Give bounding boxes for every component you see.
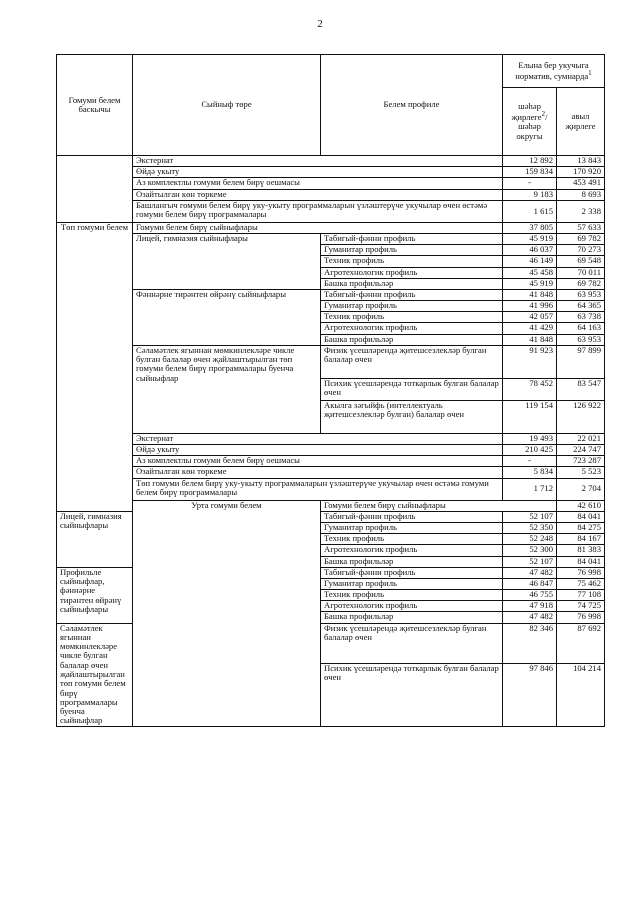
level-cell-empty xyxy=(57,156,133,223)
profile-cell: Психик үсешләрендә тоткарлык булган балалар өчен xyxy=(321,378,503,400)
urban-value: 45 919 xyxy=(503,278,557,289)
urban-value: 47 482 xyxy=(503,567,557,578)
rural-value: 75 462 xyxy=(557,578,605,589)
rural-value: 84 041 xyxy=(557,556,605,567)
urban-value: 52 350 xyxy=(503,522,557,533)
profile-cell: Агротехнологик профиль xyxy=(321,323,503,334)
rural-value: 69 782 xyxy=(557,233,605,244)
urban-value: 210 425 xyxy=(503,445,557,456)
urban-value: 41 848 xyxy=(503,289,557,300)
rural-value: 63 953 xyxy=(557,289,605,300)
urban-value: 78 452 xyxy=(503,378,557,400)
class-cell: Аз комплектлы гомуми белем бирү оешмасы xyxy=(133,456,503,467)
urban-value: 1 615 xyxy=(503,200,557,222)
urban-value: 52 248 xyxy=(503,534,557,545)
group-cell: Лицей, гимназия сыйныфлары xyxy=(57,511,133,567)
urban-value: 47 482 xyxy=(503,612,557,623)
urban-value: 46 755 xyxy=(503,590,557,601)
urban-value: 46 037 xyxy=(503,245,557,256)
urban-value: 45 919 xyxy=(503,233,557,244)
urban-value: 46 847 xyxy=(503,578,557,589)
rural-value: 104 214 xyxy=(557,663,605,726)
profile-cell: Агротехнологик профиль xyxy=(321,545,503,556)
rural-value: 69 548 xyxy=(557,256,605,267)
class-cell: Озайтылган көн төркеме xyxy=(133,189,503,200)
table-row xyxy=(57,289,605,300)
urban-value: 41 996 xyxy=(503,301,557,312)
urban-value: 41 848 xyxy=(503,334,557,345)
rural-value: 84 041 xyxy=(557,511,605,522)
header-urban xyxy=(503,88,557,156)
profile-cell: Агротехнологик профиль xyxy=(321,601,503,612)
class-cell: Озайтылган көн төркеме xyxy=(133,467,503,478)
class-cell: Төп гомуми белем бирү уку-укыту программаларын үзләштерүче укучылар өчен өстәмә гомуми белем бирү программалары xyxy=(133,478,503,500)
profile-cell: Техник профиль xyxy=(321,312,503,323)
urban-value: 5 834 xyxy=(503,467,557,478)
urban-value: 45 458 xyxy=(503,267,557,278)
rural-value: 224 747 xyxy=(557,445,605,456)
table-row xyxy=(57,200,605,222)
urban-value: 52 107 xyxy=(503,511,557,522)
profile-cell: Акылга зәгыйфь (интеллектуаль җитешсезлекләр булган) балалар өчен xyxy=(321,400,503,433)
urban-value: 47 918 xyxy=(503,601,557,612)
urban-value: - xyxy=(503,456,557,467)
rural-value: 5 523 xyxy=(557,467,605,478)
rural-value: 70 273 xyxy=(557,245,605,256)
table-row xyxy=(57,233,605,244)
profile-cell: Башка профильләр xyxy=(321,612,503,623)
rural-value: 76 998 xyxy=(557,612,605,623)
profile-cell: Гуманитар профиль xyxy=(321,522,503,533)
header-profile: Белем профиле xyxy=(321,55,503,156)
rural-value: 170 920 xyxy=(557,167,605,178)
urban-value: 9 183 xyxy=(503,189,557,200)
profile-cell: Башка профильләр xyxy=(321,556,503,567)
urban-value: 37 805 xyxy=(503,222,557,233)
class-cell: Гомуми белем бирү сыйныфлары xyxy=(321,500,557,511)
profile-cell: Психик үсешләрендә тоткарлык булган балалар өчен xyxy=(321,663,503,726)
group-cell: Профильле сыйныфлар, фәннәрне тирәнтен өйрәнү сыйныфлары xyxy=(57,567,133,623)
class-cell: Өйдә укыту xyxy=(133,445,503,456)
class-cell: Башлангыч гомуми белем бирү уку-укыту программаларын үзләштерүче укучылар өчен өстәмә гомуми белем бирү программалары xyxy=(133,200,503,222)
rural-value: 63 738 xyxy=(557,312,605,323)
table-row xyxy=(57,345,605,378)
class-cell: Аз комплектлы гомуми белем бирү оешмасы xyxy=(133,178,503,189)
rural-value: 8 693 xyxy=(557,189,605,200)
rural-value: 57 633 xyxy=(557,222,605,233)
profile-cell: Гуманитар профиль xyxy=(321,578,503,589)
table-row xyxy=(57,467,605,478)
profile-cell: Гуманитар профиль xyxy=(321,245,503,256)
rural-value: 63 953 xyxy=(557,334,605,345)
urban-value: 91 923 xyxy=(503,345,557,378)
rural-value: 64 163 xyxy=(557,323,605,334)
rural-value: 2 338 xyxy=(557,200,605,222)
header-normative xyxy=(503,55,605,88)
urban-value: 159 834 xyxy=(503,167,557,178)
table-row xyxy=(57,222,605,233)
urban-value: 52 107 xyxy=(503,556,557,567)
normative-table xyxy=(56,54,605,727)
level-cell-basic: Төп гомуми белем xyxy=(57,222,133,511)
group-cell: Лицей, гимназия сыйныфлары xyxy=(133,233,321,289)
rural-value: 74 725 xyxy=(557,601,605,612)
urban-value: 19 493 xyxy=(503,433,557,444)
rural-value: 2 704 xyxy=(557,478,605,500)
table-row xyxy=(57,478,605,500)
rural-value: 70 011 xyxy=(557,267,605,278)
rural-value: 97 899 xyxy=(557,345,605,378)
urban-value: 46 149 xyxy=(503,256,557,267)
profile-cell: Башка профильләр xyxy=(321,278,503,289)
urban-value: 42 057 xyxy=(503,312,557,323)
profile-cell: Гуманитар профиль xyxy=(321,301,503,312)
table-row xyxy=(57,178,605,189)
rural-value: 22 021 xyxy=(557,433,605,444)
table-row xyxy=(57,445,605,456)
profile-cell: Табигый-фәнни профиль xyxy=(321,289,503,300)
table-row xyxy=(57,167,605,178)
profile-cell: Техник профиль xyxy=(321,534,503,545)
page-number: 2 xyxy=(317,18,323,30)
rural-value: 84 275 xyxy=(557,522,605,533)
header-class-type: Сыйныф төре xyxy=(133,55,321,156)
table-row xyxy=(57,456,605,467)
rural-value: 64 365 xyxy=(557,301,605,312)
rural-value: 69 782 xyxy=(557,278,605,289)
group-cell: Сәламәтлек ягыннан мөмкинлекләре чикле булган балалар өчен җайлаштырылган төп гомуми белем бирү программалары буенча сыйныфлар xyxy=(133,345,321,433)
profile-cell: Физик үсешләрендә җитешсезлекләр булган балалар өчен xyxy=(321,345,503,378)
profile-cell: Техник профиль xyxy=(321,590,503,601)
urban-value: 12 892 xyxy=(503,156,557,167)
rural-value: 83 547 xyxy=(557,378,605,400)
rural-value: 723 287 xyxy=(557,456,605,467)
header-urban-text: шәһәр җирлеге xyxy=(511,101,542,123)
profile-cell: Табигый-фәнни профиль xyxy=(321,511,503,522)
header-rural: авыл җирлеге xyxy=(557,88,605,156)
profile-cell: Табигый-фәнни профиль xyxy=(321,233,503,244)
urban-value: 82 346 xyxy=(503,623,557,663)
profile-cell: Техник профиль xyxy=(321,256,503,267)
level-cell-secondary: Урта гомуми белем xyxy=(133,500,321,726)
table-row xyxy=(57,156,605,167)
class-cell: Гомуми белем бирү сыйныфлары xyxy=(133,222,503,233)
header-level: Гомуми белем баскычы xyxy=(57,55,133,156)
profile-cell: Физик үсешләрендә җитешсезлекләр булган балалар өчен xyxy=(321,623,503,663)
profile-cell: Башка профильләр xyxy=(321,334,503,345)
header-urban-tail: / шәһәр округы xyxy=(516,112,548,141)
urban-value: 97 846 xyxy=(503,663,557,726)
table-row xyxy=(57,189,605,200)
group-cell: Фәннәрне тирәнтен өйрәнү сыйныфлары xyxy=(133,289,321,345)
class-cell: Өйдә укыту xyxy=(133,167,503,178)
rural-value: 87 692 xyxy=(557,623,605,663)
rural-value: 453 491 xyxy=(557,178,605,189)
class-cell: Экстернат xyxy=(133,156,503,167)
table-row xyxy=(57,500,605,511)
header-normative-text: Елына бер укучыга норматив, сумнарда xyxy=(515,59,589,81)
urban-value: 119 154 xyxy=(503,400,557,433)
rural-value: 84 167 xyxy=(557,534,605,545)
rural-value: 76 998 xyxy=(557,567,605,578)
profile-cell: Агротехнологик профиль xyxy=(321,267,503,278)
rural-value: 126 922 xyxy=(557,400,605,433)
urban-value: - xyxy=(503,178,557,189)
header-normative-footnote: 1 xyxy=(588,69,592,78)
urban-value: 1 712 xyxy=(503,478,557,500)
rural-value: 13 843 xyxy=(557,156,605,167)
urban-value: 52 300 xyxy=(503,545,557,556)
group-cell: Сәламәтлек ягыннан мөмкинлекләре чикле булган балалар өчен җайлаштырылган төп гомуми белем бирү программалары буенча сыйныфлар xyxy=(57,623,133,726)
table-row xyxy=(57,433,605,444)
class-cell: Экстернат xyxy=(133,433,503,444)
rural-value: 77 108 xyxy=(557,590,605,601)
urban-value: 42 610 xyxy=(557,500,605,511)
profile-cell: Табигый-фәнни профиль xyxy=(321,567,503,578)
rural-value: 81 383 xyxy=(557,545,605,556)
urban-value: 41 429 xyxy=(503,323,557,334)
header-urban-footnote: 2 xyxy=(541,110,546,119)
